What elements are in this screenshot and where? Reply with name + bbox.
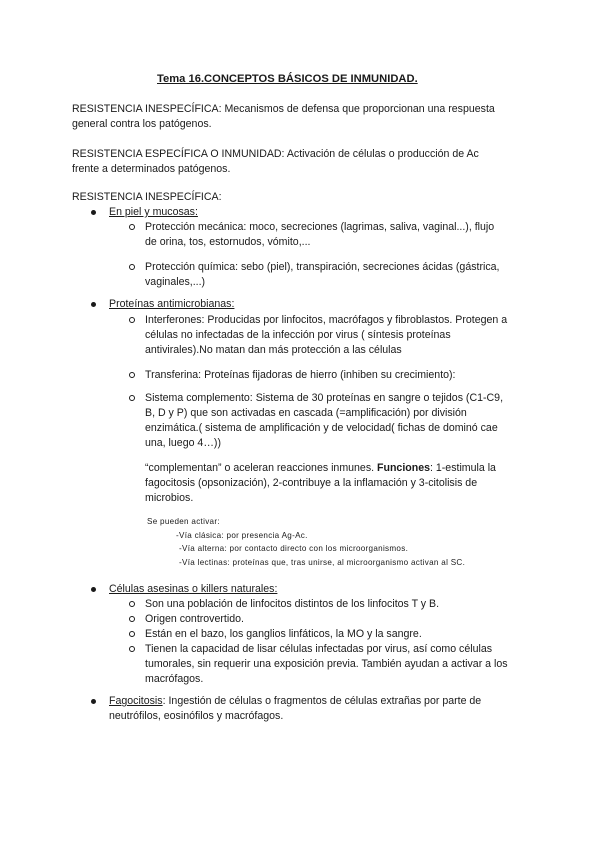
topic-proteinas-antimicrobianas: Proteínas antimicrobianas: <box>109 298 235 310</box>
celulas-item-2: Origen controvertido. <box>145 613 244 625</box>
intro-especifica-line-2: frente a determinados patógenos. <box>72 163 231 175</box>
fagocitosis-text: : Ingestión de células o fragmentos de células extrañas por parte de <box>162 695 482 707</box>
celulas-lisar-line-2: tumorales, sin requerir una exposición previa. También ayudan a activar a los <box>145 658 508 670</box>
celulas-lisar-line-1: Tienen la capacidad de lisar células infectadas por virus, así como células <box>145 643 493 655</box>
section-heading-inespecifica: RESISTENCIA INESPECÍFICA: <box>72 191 222 203</box>
complementan-line-2: fagocitosis (opsonización), 2-contribuye a la inflamación y 3-citolisis de <box>145 477 478 489</box>
circle-bullet-icon <box>129 264 135 270</box>
via-lectinas: -Vía lectinas: proteínas que, tras unirse, al microorganismo activan al SC. <box>179 558 466 567</box>
funciones-label: Funciones <box>377 462 430 474</box>
interferones-line-3: antivirales).No matan dan más protección a las células <box>145 344 402 356</box>
circle-bullet-icon <box>129 601 135 607</box>
complementan-line-1 <box>145 461 496 475</box>
complementan-line-3: microbios. <box>145 492 194 504</box>
circle-bullet-icon <box>129 317 135 323</box>
via-clasica: -Vía clásica: por presencia Ag-Ac. <box>176 531 308 540</box>
complemento-line-3: enzimática.( sistema de amplificación y de velocidad( fichas de dominó cae <box>145 422 498 434</box>
celulas-item-3: Están en el bazo, los ganglios linfáticos, la MO y la sangre. <box>145 628 422 640</box>
celulas-item-1: Son una población de linfocitos distintos de los linfocitos T y B. <box>145 598 440 610</box>
proteccion-mecanica-line-1: Protección mecánica: moco, secreciones (lagrimas, saliva, vaginal...), flujo <box>145 221 495 233</box>
celulas-lisar-line-3: macrófagos. <box>145 673 204 685</box>
interferones-line-1: Interferones: Producidas por linfocitos, macrófagos y fibroblastos. Protegen a <box>145 314 508 326</box>
fagocitosis-label: Fagocitosis <box>109 695 163 707</box>
funciones-text: : 1-estimula la <box>430 462 496 474</box>
circle-bullet-icon <box>129 646 135 652</box>
circle-bullet-icon <box>129 395 135 401</box>
bullet-icon <box>91 210 96 215</box>
transferina-line: Transferina: Proteínas fijadoras de hierro (inhiben su crecimiento): <box>145 369 456 381</box>
bullet-icon <box>91 699 96 704</box>
interferones-line-2: células no infectadas de la infección por virus ( síntesis proteínas <box>145 329 451 341</box>
fagocitosis-line-2: neutrófilos, eosinófilos y macrófagos. <box>109 710 284 722</box>
complemento-line-1: Sistema complemento: Sistema de 30 proteínas en sangre o tejidos (C1-C9, <box>145 392 504 404</box>
circle-bullet-icon <box>129 631 135 637</box>
proteccion-quimica-line-2: vaginales,...) <box>145 276 206 288</box>
complemento-line-2: B, D y P) que son activadas en cascada (=amplificación) por división <box>145 407 467 419</box>
circle-bullet-icon <box>129 372 135 378</box>
intro-inespecifica-line-2: general contra los patógenos. <box>72 118 212 130</box>
intro-especifica-line-1: RESISTENCIA ESPECÍFICA O INMUNIDAD: Activación de células o producción de Ac <box>72 148 479 160</box>
fagocitosis-line-1 <box>109 694 481 708</box>
topic-celulas-asesinas: Células asesinas o killers naturales: <box>109 583 278 595</box>
complemento-line-4: una, luego 4…)) <box>145 437 221 449</box>
proteccion-quimica-line-1: Protección química: sebo (piel), transpiración, secreciones ácidas (gástrica, <box>145 261 500 273</box>
via-alterna: -Vía alterna: por contacto directo con los microorganismos. <box>179 544 409 553</box>
complementan-text: “complementan” o aceleran reacciones inmunes. <box>145 462 378 474</box>
activar-heading: Se pueden activar: <box>147 517 220 526</box>
proteccion-mecanica-line-2: de orina, tos, estornudos, vómito,... <box>145 236 311 248</box>
circle-bullet-icon <box>129 224 135 230</box>
circle-bullet-icon <box>129 616 135 622</box>
bullet-icon <box>91 302 96 307</box>
intro-inespecifica-line-1: RESISTENCIA INESPECÍFICA: Mecanismos de defensa que proporcionan una respuesta <box>72 103 495 115</box>
page-title: Tema 16.CONCEPTOS BÁSICOS DE INMUNIDAD. <box>157 73 418 85</box>
topic-piel-mucosas: En piel y mucosas: <box>109 206 198 218</box>
bullet-icon <box>91 587 96 592</box>
